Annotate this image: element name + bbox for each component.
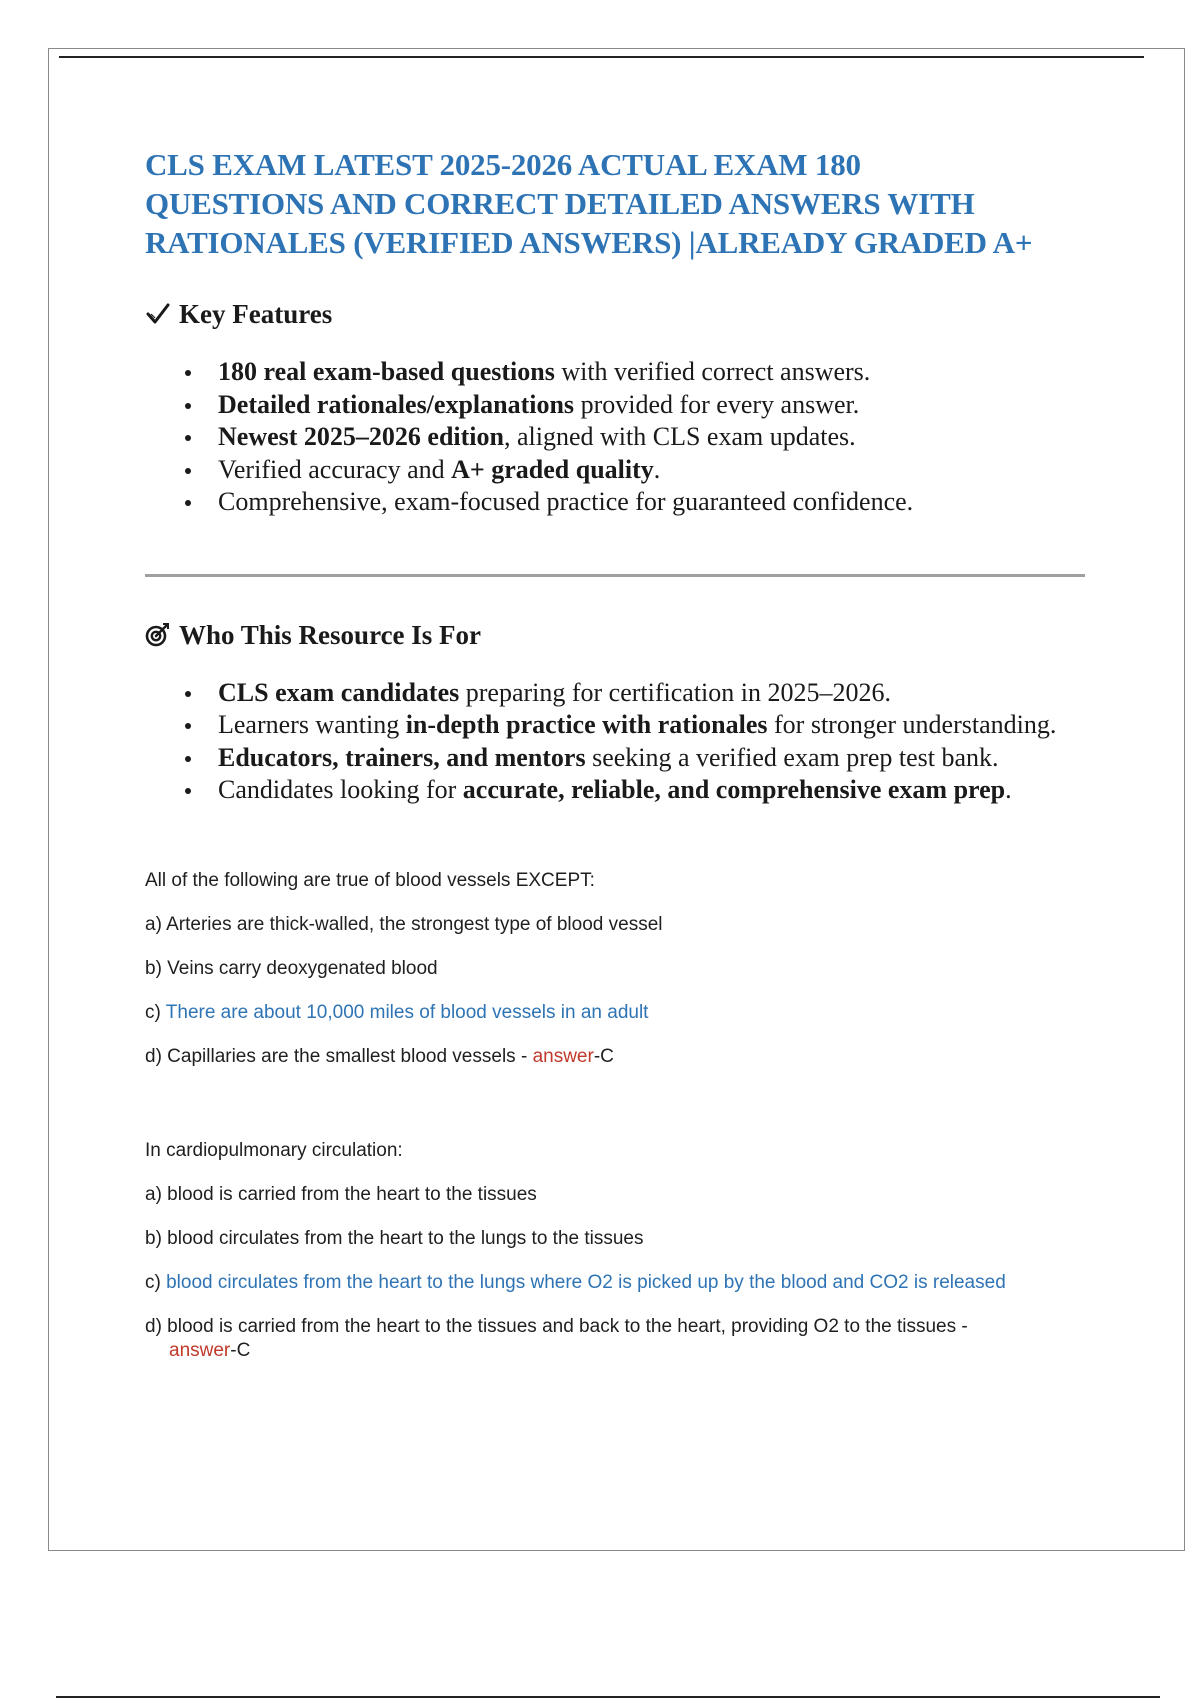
list-item (218, 421, 1105, 454)
item-bold: Educators, trainers, and mentors (218, 742, 586, 772)
document-title (145, 145, 1105, 262)
list-item (218, 454, 1105, 487)
answer-option: b) Veins carry deoxygenated blood (145, 957, 438, 979)
item-text: Candidates looking for (218, 775, 463, 804)
answer-option-correct: c) There are about 10,000 miles of blood vessels in an adult (145, 1001, 649, 1023)
check-mark-icon (145, 301, 171, 327)
correct-option-text: There are about 10,000 miles of blood vessels in an adult (165, 1001, 649, 1023)
item-text: provided for every answer. (574, 389, 860, 419)
title-line: QUESTIONS AND CORRECT DETAILED ANSWERS WITH (145, 186, 975, 221)
answer-option (145, 1315, 1105, 1363)
item-text: preparing for certification in 2025–2026. (459, 677, 892, 707)
bottom-rule (56, 1696, 1160, 1698)
top-rule (59, 56, 1144, 58)
audience-title: Who This Resource Is For (179, 619, 482, 650)
answer-label: answer (532, 1045, 594, 1067)
option-text: d) blood is carried from the heart to the tissues and back to the heart, providing O2 to the tissues - (145, 1315, 968, 1337)
item-bold: CLS exam candidates (218, 677, 460, 707)
target-icon (145, 622, 171, 648)
question-block (145, 1139, 1105, 1363)
answer-option (145, 1045, 1105, 1069)
answer-value: -C (230, 1339, 251, 1361)
answer-value: -C (593, 1045, 614, 1067)
answer-label: answer (169, 1339, 231, 1361)
item-text: with verified correct answers. (554, 357, 871, 386)
list-item (218, 774, 1105, 807)
item-text: , aligned with CLS exam updates. (503, 422, 856, 451)
key-features-title: Key Features (179, 299, 333, 329)
question-block (145, 869, 1105, 1069)
document-body (145, 145, 1105, 1363)
item-text: Learners wanting (218, 710, 406, 739)
item-text: Comprehensive, exam-focused practice for guaranteed confidence. (218, 487, 914, 516)
audience-list (145, 677, 1105, 807)
list-item (218, 677, 1105, 710)
item-text: . (653, 454, 661, 484)
title-line: CLS EXAM LATEST 2025-2026 ACTUAL EXAM 180 (145, 147, 861, 182)
list-item (218, 356, 1105, 389)
item-text: Verified accuracy and (218, 454, 452, 484)
title-line: RATIONALES (VERIFIED ANSWERS) |ALREADY GRADED A+ (145, 225, 1033, 260)
audience-heading (145, 619, 1105, 651)
section-divider (145, 574, 1085, 577)
list-item (218, 486, 1105, 519)
item-text: . (1005, 775, 1012, 804)
list-item (218, 389, 1105, 422)
answer-option: b) blood circulates from the heart to the lungs to the tissues (145, 1227, 644, 1249)
item-bold: in-depth practice with rationales (405, 710, 768, 739)
item-bold: A+ graded quality (451, 454, 654, 484)
question-text: In cardiopulmonary circulation: (145, 1139, 403, 1161)
item-text: seeking a verified exam prep test bank. (585, 742, 999, 772)
answer-option: a) Arteries are thick-walled, the strongest type of blood vessel (145, 913, 663, 935)
correct-option-text: blood circulates from the heart to the lungs where O2 is picked up by the blood and CO2 is released (166, 1271, 1006, 1293)
list-item (218, 709, 1105, 742)
option-text: d) Capillaries are the smallest blood vessels - (145, 1045, 533, 1067)
list-item (218, 742, 1105, 775)
item-bold: accurate, reliable, and comprehensive exam prep (462, 775, 1006, 804)
question-text: All of the following are true of blood vessels EXCEPT: (145, 869, 595, 891)
answer-option-correct: c) blood circulates from the heart to the lungs where O2 is picked up by the blood and CO2 is released (145, 1271, 1006, 1293)
answer-option: a) blood is carried from the heart to the tissues (145, 1183, 537, 1205)
key-features-list (145, 356, 1105, 519)
item-bold: Detailed rationales/explanations (218, 389, 575, 419)
item-text: for stronger understanding. (767, 710, 1057, 739)
key-features-heading (145, 298, 1105, 330)
item-bold: Newest 2025–2026 edition (218, 422, 504, 451)
item-bold: 180 real exam-based questions (218, 357, 555, 386)
